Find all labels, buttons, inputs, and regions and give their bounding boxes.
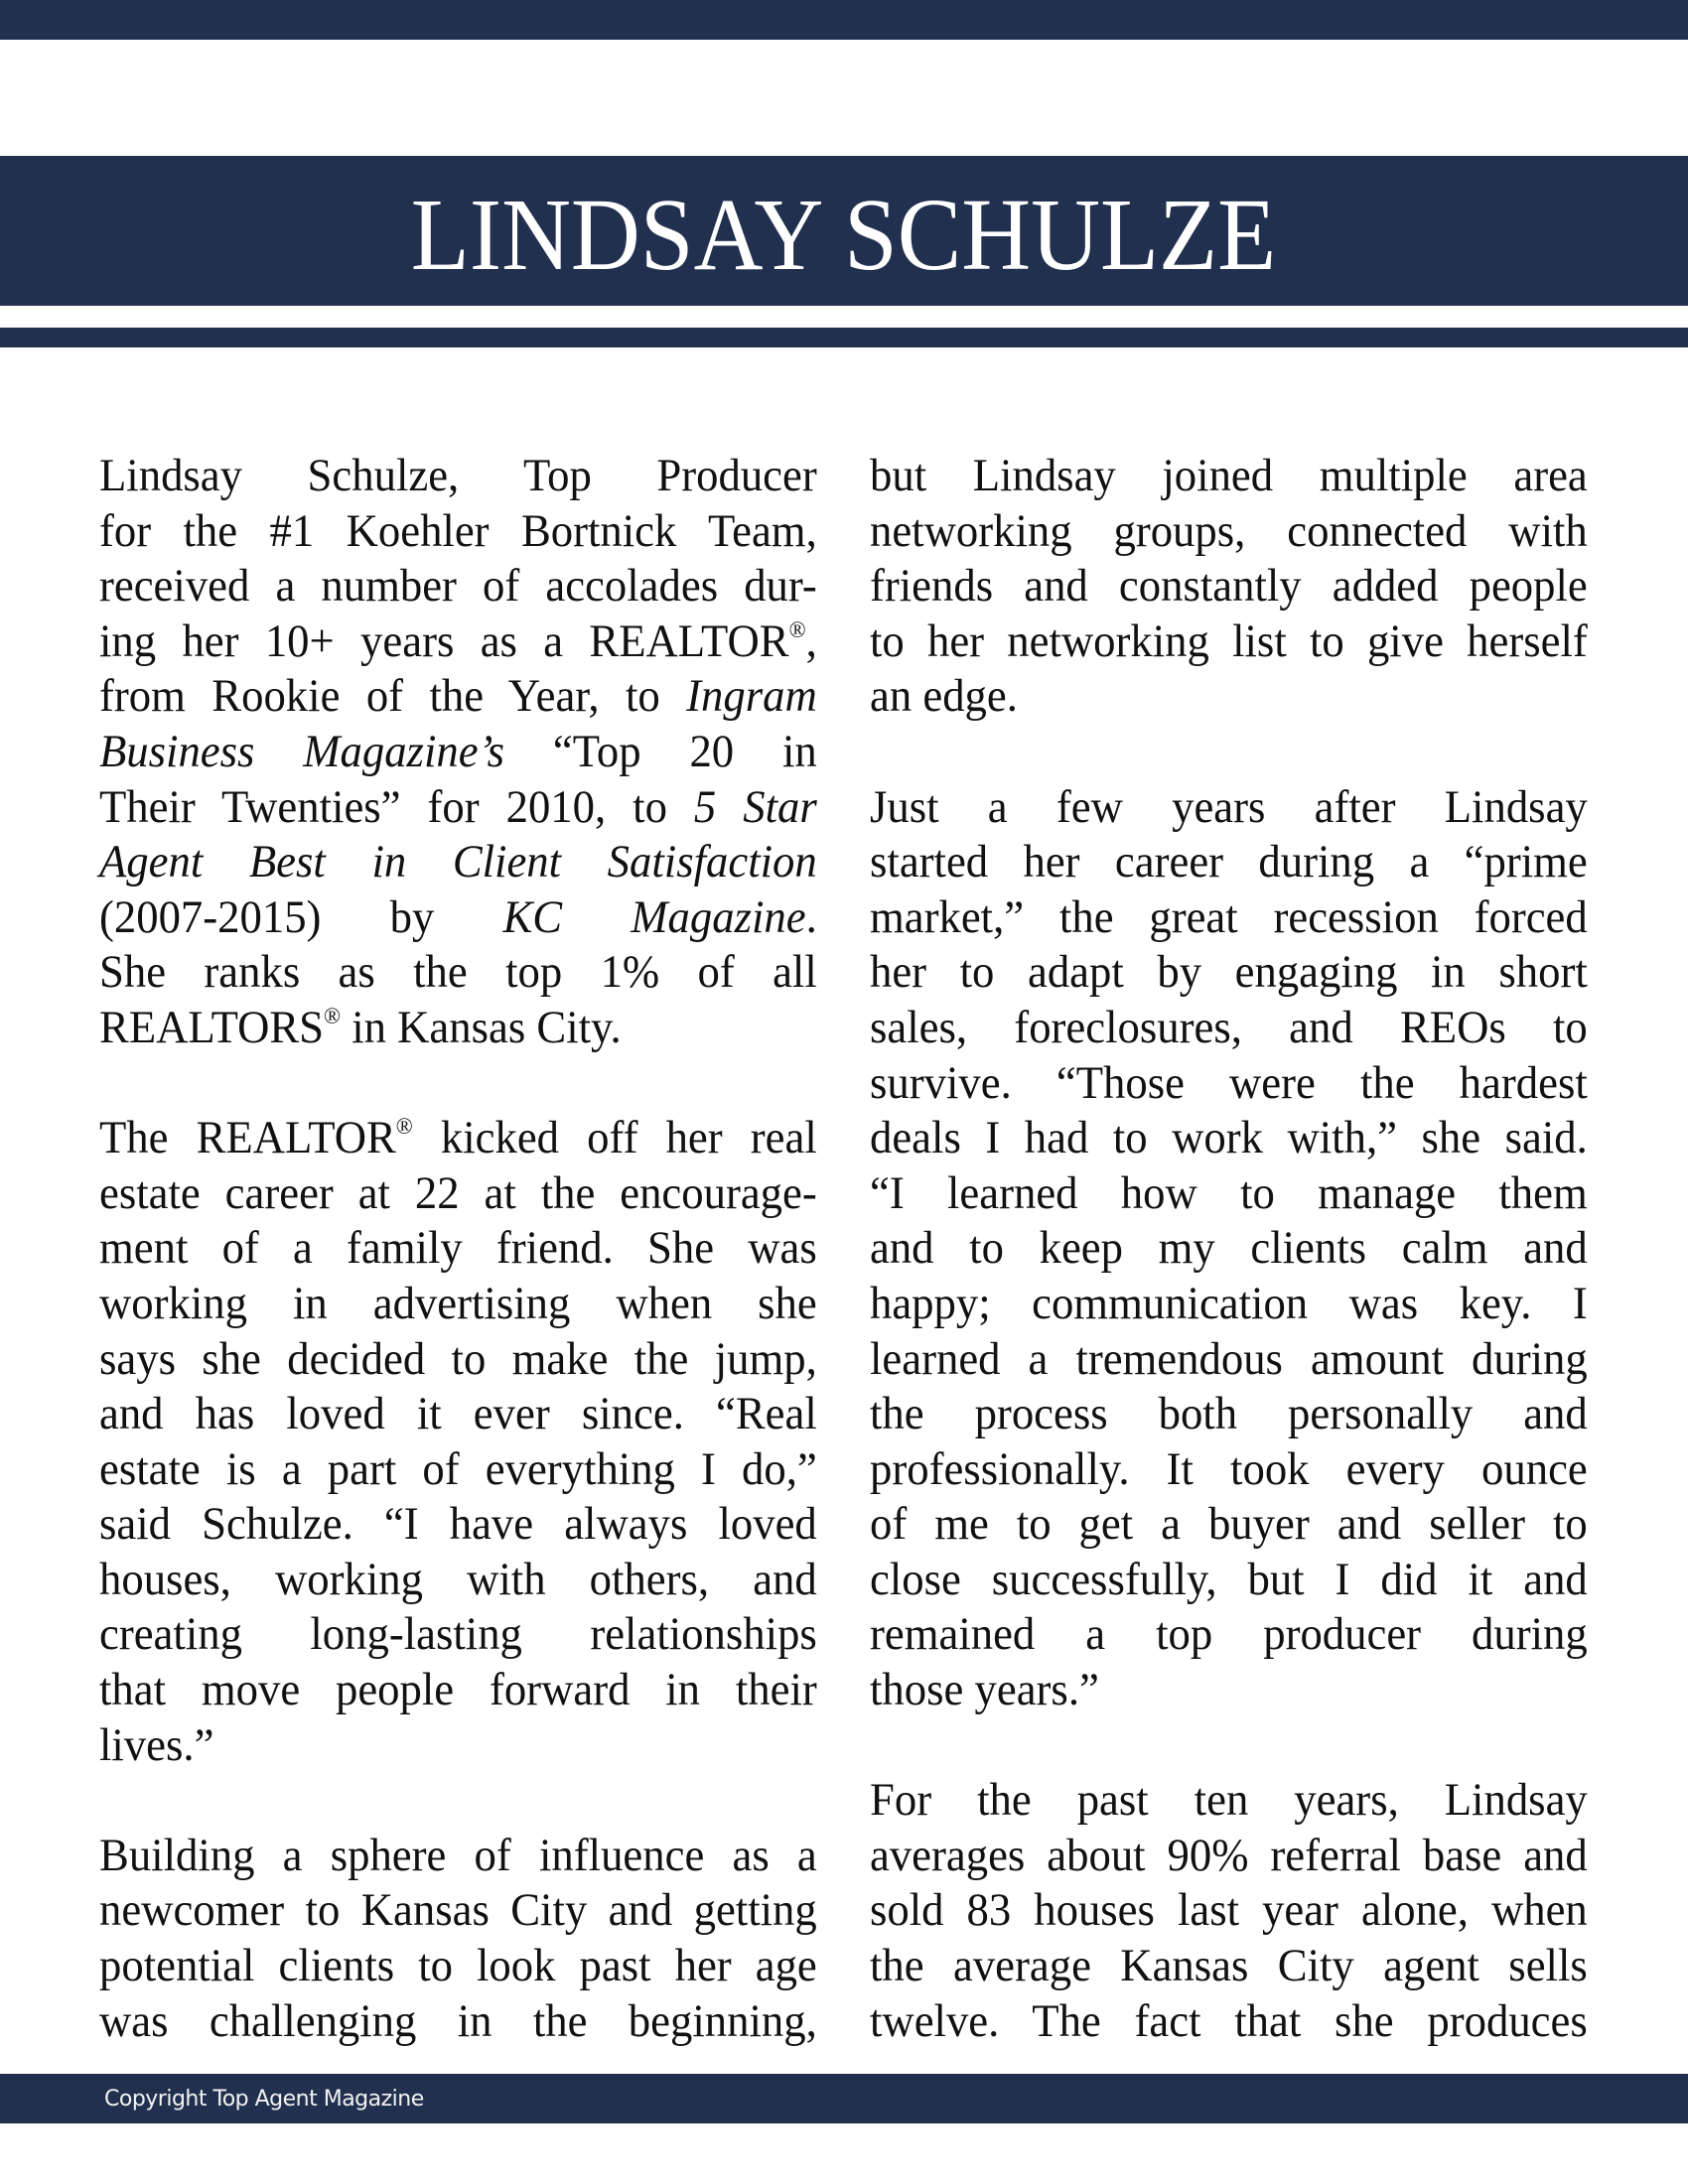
text-line: working in advertising when she — [99, 1277, 817, 1329]
text-line: Their Twenties” for 2010, to 5 Star — [99, 780, 817, 833]
top-bar — [0, 0, 1688, 40]
text-line: to her networking list to give herself — [870, 614, 1588, 667]
paragraph-gap — [99, 1056, 817, 1112]
registered-mark: ® — [788, 616, 806, 643]
paragraph — [99, 449, 817, 1056]
text-line: remained a top producer during — [870, 1608, 1588, 1661]
text-line: survive. “Those were the hardest — [870, 1056, 1588, 1109]
text-line: the process both personally and — [870, 1388, 1588, 1440]
text-line: professionally. It took every ounce — [870, 1442, 1588, 1495]
text-line: REALTORS® in Kansas City. — [99, 1001, 622, 1053]
article-column-left — [99, 449, 817, 2049]
text-line: close successfully, but I did it and — [870, 1553, 1588, 1605]
text-line: was challenging in the beginning, — [99, 1994, 817, 2047]
italic-title: Agent Best in Client Satisfaction — [99, 836, 817, 888]
text-line: the average Kansas City agent sells — [870, 1940, 1588, 1992]
text-line: estate is a part of everything I do,” — [99, 1442, 817, 1495]
italic-title: Business Magazine’s — [99, 725, 505, 777]
paragraph — [870, 780, 1588, 1718]
text-line: an edge. — [870, 670, 1018, 723]
text-line: lives.” — [99, 1718, 214, 1771]
text-line: that move people forward in their — [99, 1664, 817, 1716]
text-line: “I learned how to manage them — [870, 1166, 1588, 1219]
text-line: and to keep my clients calm and — [870, 1222, 1588, 1275]
text-line: potential clients to look past her age — [99, 1940, 817, 1992]
text-line: Just a few years after Lindsay — [870, 780, 1588, 833]
divider-bar — [0, 328, 1688, 347]
text-line: For the past ten years, Lindsay — [870, 1774, 1588, 1827]
text-line: says she decided to make the jump, — [99, 1332, 817, 1385]
text-line: networking groups, connected with — [870, 504, 1588, 557]
text-line: creating long-lasting relationships — [99, 1608, 817, 1661]
text-line: and has loved it ever since. “Real — [99, 1388, 817, 1440]
text-line: friends and constantly added people — [870, 560, 1588, 613]
text-line: but Lindsay joined multiple area — [870, 450, 1588, 501]
italic-title: KC Magazine — [502, 890, 806, 943]
article-column-right — [870, 449, 1588, 2049]
registered-mark: ® — [324, 1004, 342, 1030]
page-title-text: LINDSAY SCHULZE — [411, 177, 1277, 292]
paragraph-gap — [870, 1718, 1588, 1774]
text-line: twelve. The fact that she produces — [870, 1994, 1588, 2047]
text-line: (2007-2015) by KC Magazine. — [99, 890, 817, 943]
italic-title: 5 Star — [693, 780, 817, 833]
text-line: newcomer to Kansas City and getting — [99, 1884, 817, 1937]
text-line: those years.” — [870, 1664, 1099, 1716]
text-line: her to adapt by engaging in short — [870, 946, 1588, 999]
text-line: Business Magazine’s “Top 20 in — [99, 725, 817, 777]
text-line: from Rookie of the Year, to Ingram — [99, 670, 817, 723]
text-line — [99, 835, 817, 890]
text-line: happy; communication was key. I — [870, 1277, 1588, 1329]
text-line: averages about 90% referral base and — [870, 1829, 1588, 1881]
text-line: started her career during a “prime — [870, 836, 1588, 888]
paragraph — [99, 1829, 817, 2049]
text-line: learned a tremendous amount during — [870, 1332, 1588, 1385]
text-line: received a number of accolades dur- — [99, 560, 817, 613]
text-line: said Schulze. “I have always loved — [99, 1498, 817, 1551]
paragraph — [99, 1111, 817, 1773]
text-line: sold 83 houses last year alone, when — [870, 1884, 1588, 1937]
text-line: The REALTOR® kicked off her real — [99, 1112, 817, 1164]
footer-copyright: Copyright Top Agent Magazine — [104, 2086, 424, 2112]
paragraph — [870, 1773, 1588, 2049]
text-line: She ranks as the top 1% of all — [99, 946, 817, 999]
text-line: for the #1 Koehler Bortnick Team, — [99, 504, 817, 557]
text-line: sales, foreclosures, and REOs to — [870, 1001, 1588, 1053]
paragraph — [870, 449, 1588, 725]
text-line: of me to get a buyer and seller to — [870, 1498, 1588, 1551]
italic-title: Ingram — [686, 670, 817, 723]
registered-mark: ® — [395, 1114, 413, 1141]
text-line: Lindsay Schulze, Top Producer — [99, 450, 817, 501]
page-title — [0, 156, 1688, 306]
text-line: Building a sphere of influence as a — [99, 1829, 817, 1881]
text-line: ing her 10+ years as a REALTOR®, — [99, 614, 817, 667]
text-line: market,” the great recession forced — [870, 890, 1588, 943]
paragraph-gap — [870, 725, 1588, 780]
text-line: deals I had to work with,” she said. — [870, 1112, 1588, 1164]
paragraph-gap — [99, 1773, 817, 1829]
text-line: houses, working with others, and — [99, 1553, 817, 1605]
text-line: ment of a family friend. She was — [99, 1222, 817, 1275]
text-line: estate career at 22 at the encourage- — [99, 1166, 817, 1219]
